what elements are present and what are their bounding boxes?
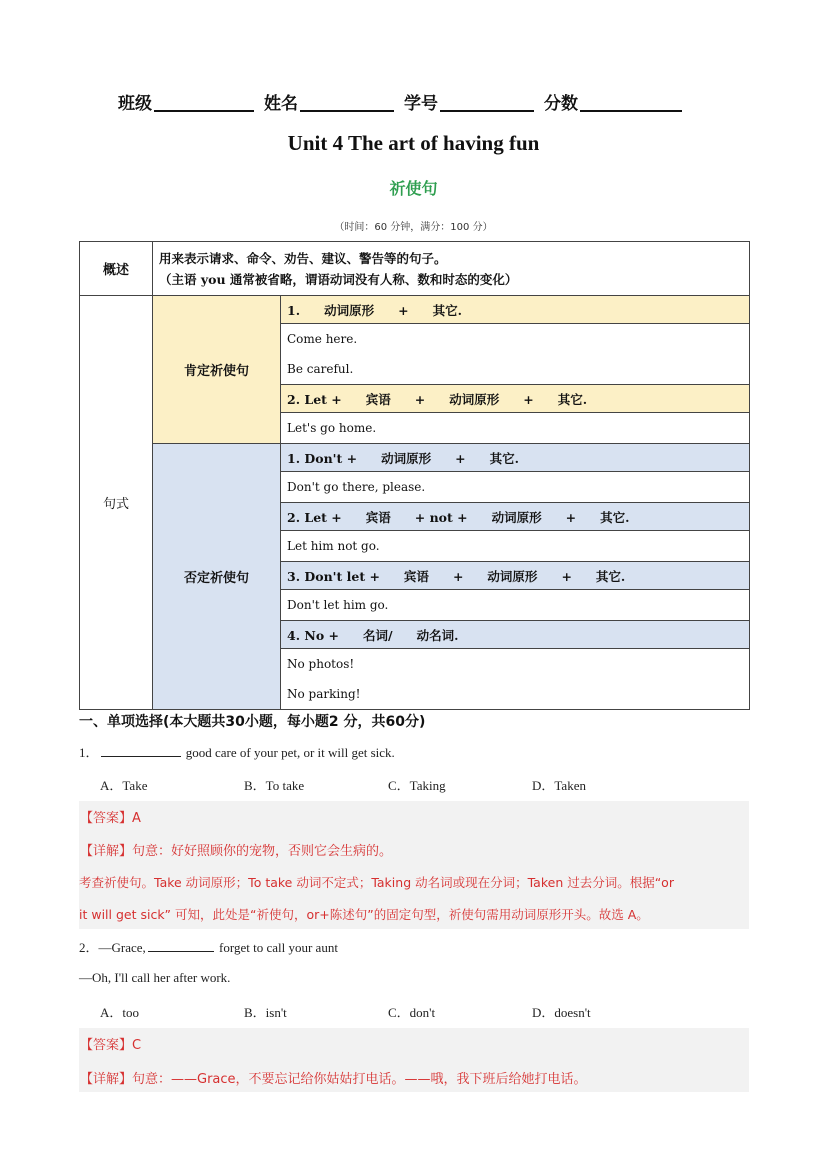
- overview-line-2: （主语 you 通常被省略，谓语动词没有人称、数和时态的变化）: [159, 271, 518, 287]
- answer-blank[interactable]: [148, 939, 214, 952]
- option-b[interactable]: B．isn't: [244, 1005, 287, 1020]
- detail-2: 【详解】句意：——Grace，不要忘记给你姑姑打电话。——哦，我下班后给她打电话。: [80, 1072, 587, 1087]
- formula-row: 2. Let + 宾语 + 动词原形 + 其它.: [281, 385, 750, 413]
- question-1: 1． good care of your pet, or it will get sick.: [79, 745, 395, 760]
- option-a[interactable]: A．too: [100, 1005, 140, 1020]
- answer-2: 【答案】C: [80, 1038, 142, 1053]
- class-label: 班级: [118, 94, 152, 114]
- positive-label: 肯定祈使句: [153, 296, 281, 444]
- example-row: Come here. Be careful.: [281, 324, 750, 385]
- explain-1-line-1: 考查祈使句。Take 动词原形；To take 动词不定式；Taking 动名词或现在分词；Taken 过去分词。根据“or: [79, 875, 674, 890]
- name-blank[interactable]: [300, 92, 394, 112]
- question-2: 2．—Grace, forget to call your aunt: [79, 940, 338, 955]
- option-d[interactable]: D．doesn't: [532, 1005, 591, 1020]
- example-row: No photos! No parking!: [281, 649, 750, 710]
- question-2-options: [100, 1002, 676, 1021]
- class-blank[interactable]: [154, 92, 254, 112]
- id-label: 学号: [404, 94, 438, 114]
- option-c[interactable]: C．don't: [388, 1005, 436, 1020]
- detail-1: 【详解】句意：好好照顾你的宠物，否则它会生病的。: [80, 844, 393, 859]
- name-label: 姓名: [264, 94, 298, 114]
- option-d[interactable]: D．Taken: [532, 778, 586, 793]
- formula-row: 3. Don't let + 宾语 + 动词原形 + 其它.: [281, 562, 750, 590]
- example-row: Let's go home.: [281, 413, 750, 444]
- formula-row: 1. Don't + 动词原形 + 其它.: [281, 444, 750, 472]
- grammar-table: [79, 241, 750, 710]
- score-label: 分数: [544, 94, 578, 114]
- question-1-options: [100, 775, 676, 794]
- page-subtitle: 祈使句: [389, 179, 438, 198]
- section-heading: 一、单项选择(本大题共30小题，每小题2 分，共60分): [79, 714, 426, 730]
- student-info-line: [118, 88, 718, 114]
- overview-label: 概述: [80, 242, 153, 296]
- option-a[interactable]: A．Take: [100, 778, 148, 793]
- overview-line-1: 用来表示请求、命令、劝告、建议、警告等的句子。: [159, 250, 447, 266]
- formula-row: 1. 动词原形 + 其它.: [281, 296, 750, 324]
- negative-label: 否定祈使句: [153, 444, 281, 710]
- option-b[interactable]: B．To take: [244, 778, 305, 793]
- example-row: Don't let him go.: [281, 590, 750, 621]
- pattern-label: 句式: [80, 296, 153, 710]
- formula-row: 4. No + 名词/ 动名词.: [281, 621, 750, 649]
- question-2-reply: —Oh, I'll call her after work.: [79, 970, 231, 985]
- answer-blank[interactable]: [101, 744, 181, 757]
- score-blank[interactable]: [580, 92, 682, 112]
- example-row: Don't go there, please.: [281, 472, 750, 503]
- overview-row: [80, 242, 750, 296]
- answer-1: 【答案】A: [80, 811, 141, 826]
- time-info: （时间：60 分钟，满分：100 分）: [334, 222, 493, 233]
- overview-text: [153, 242, 750, 296]
- explain-1-line-2: it will get sick” 可知，此处是“祈使句，or+陈述句”的固定句型，祈使句需用动词原形开头。故选 A。: [79, 907, 649, 922]
- formula-row: 2. Let + 宾语 + not + 动词原形 + 其它.: [281, 503, 750, 531]
- page-title: Unit 4 The art of having fun: [287, 131, 540, 155]
- option-c[interactable]: C．Taking: [388, 778, 446, 793]
- id-blank[interactable]: [440, 92, 534, 112]
- example-row: Let him not go.: [281, 531, 750, 562]
